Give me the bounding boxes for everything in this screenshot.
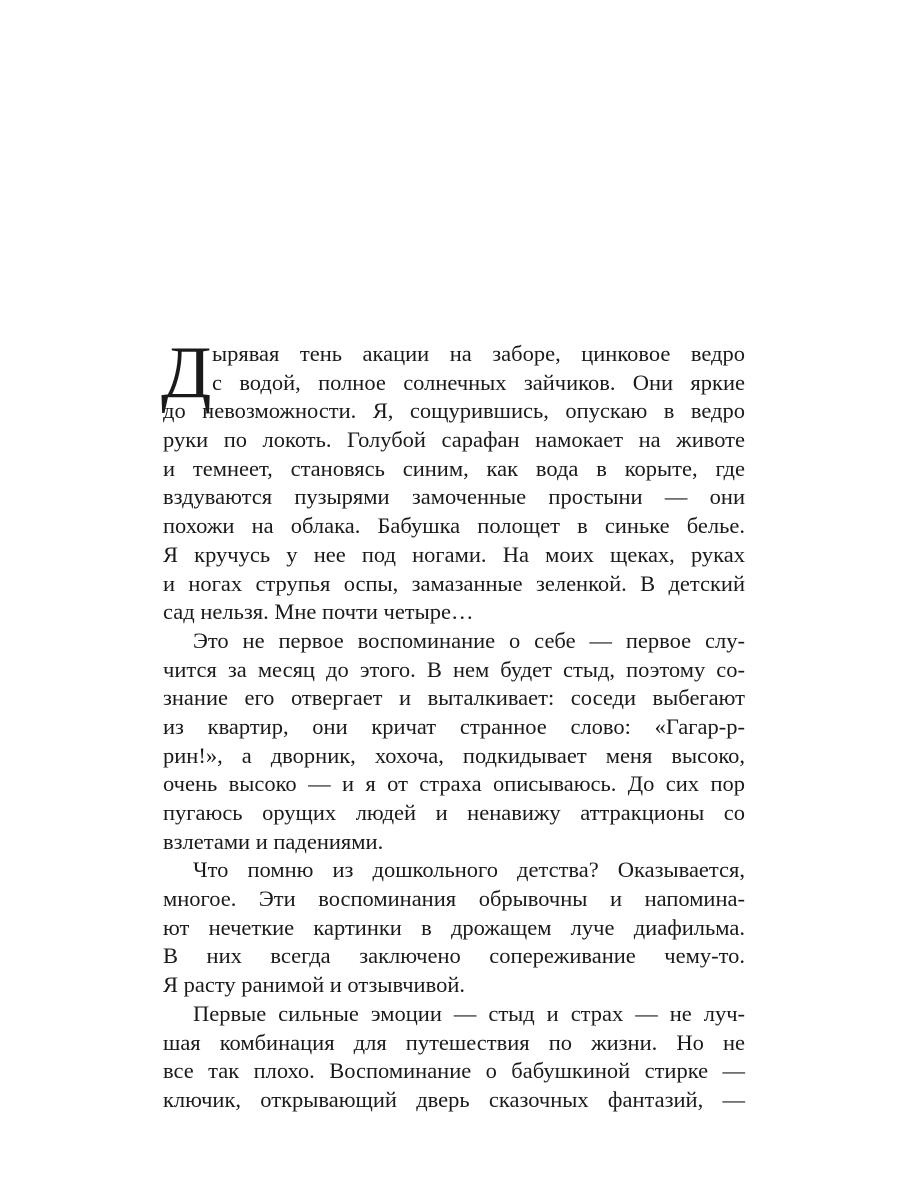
text-line: Я кручусь у нее под ногами. На моих щеках, руках — [163, 541, 745, 567]
paragraph-2 — [163, 627, 745, 857]
text-line: рин!», а дворник, хохоча, подкидывает меня высоко, — [163, 742, 745, 768]
text-line: ют нечеткие картинки в дрожащем луче диафильма. — [163, 914, 745, 940]
text-line: и темнеет, становясь синим, как вода в корыте, где — [163, 455, 745, 481]
paragraph-1 — [161, 332, 745, 627]
text-line: с водой, полное солнечных зайчиков. Они яркие — [212, 369, 745, 395]
text-line: все так плохо. Воспоминание о бабушкиной стирке — — [163, 1058, 745, 1084]
text-line: похожи на облака. Бабушка полощет в синьке белье. — [163, 513, 745, 539]
text-line: и ногах струпья оспы, замазанные зеленкой. В детский — [163, 570, 745, 596]
drop-cap: Д — [161, 332, 212, 414]
text-line: многое. Эти воспоминания обрывочны и напомина- — [163, 886, 745, 912]
text-line: до невозможности. Я, сощурившись, опускаю в ведро — [163, 398, 745, 424]
text-line: знание его отвергает и выталкивает: соседи выбегают — [163, 685, 745, 711]
text-line: сад нельзя. Мне почти четыре… — [163, 599, 474, 625]
text-line: ырявая тень акации на заборе, цинковое ведро — [212, 341, 745, 366]
text-line: ключик, открывающий дверь сказочных фантазий, — — [163, 1086, 745, 1112]
text-line: Первые сильные эмоции — стыд и страх — не луч- — [193, 1000, 745, 1026]
text-line: Это не первое воспоминание о себе — первое слу- — [193, 627, 745, 653]
text-line: руки по локоть. Голубой сарафан намокает на животе — [163, 427, 745, 453]
text-line: Что помню из дошкольного детства? Оказывается, — [193, 857, 745, 883]
text-line: чится за месяц до этого. В нем будет стыд, поэтому со- — [163, 656, 745, 682]
paragraph-3 — [163, 856, 745, 999]
body-text — [161, 332, 745, 1115]
text-line: пугаюсь орущих людей и ненавижу аттракционы со — [163, 800, 745, 825]
text-line: Я расту ранимой и отзывчивой. — [163, 972, 465, 998]
paragraph-4 — [163, 1000, 745, 1115]
text-line: взлетами и падениями. — [163, 828, 384, 854]
text-line: шая комбинация для путешествия по жизни. Но не — [163, 1029, 745, 1055]
text-line: очень высоко — и я от страха описываюсь. До сих пор — [163, 771, 745, 797]
text-line: В них всегда заключено сопереживание чему-то. — [163, 943, 745, 969]
text-line: вздуваются пузырями замоченные простыни — они — [163, 484, 745, 510]
text-line: из квартир, они кричат странное слово: «Гагар-р- — [163, 713, 745, 739]
